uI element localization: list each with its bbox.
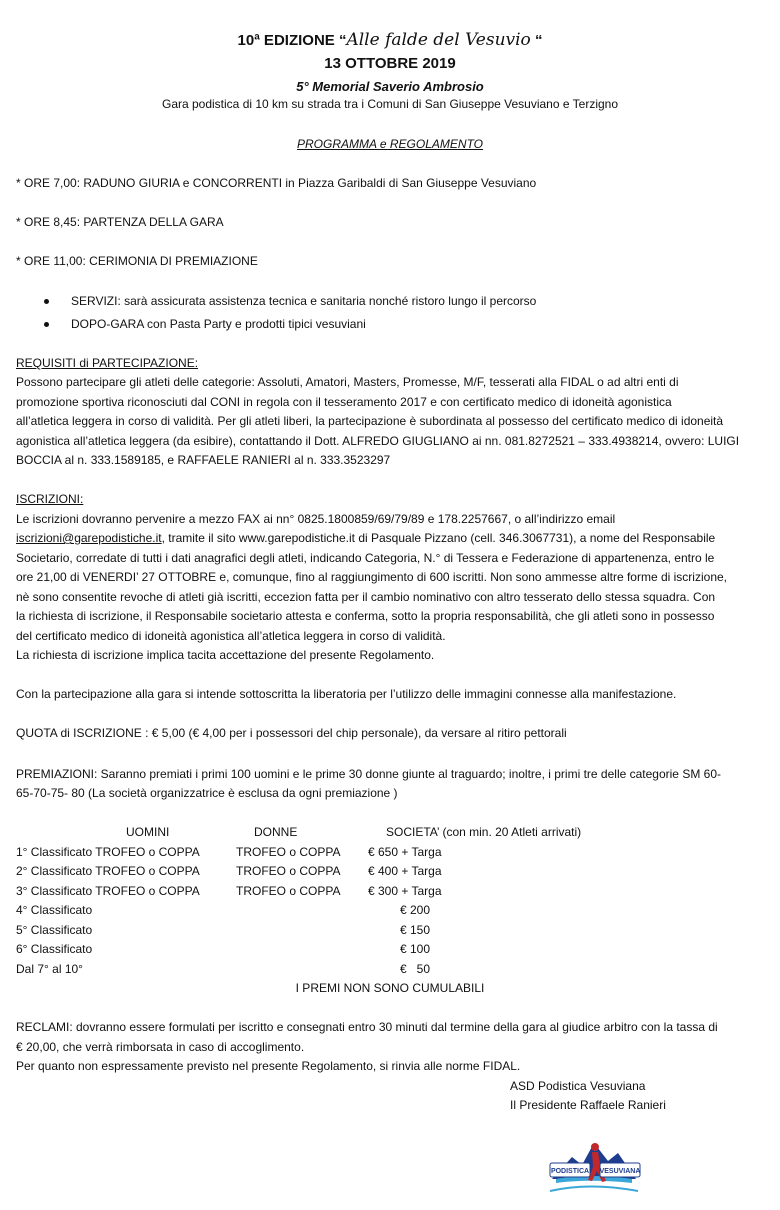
prizes-note: I PREMI NON SONO CUMULABILI xyxy=(295,981,485,995)
reclami-line: Per quanto non espressamente previsto nel presente Regolamento, si rinvia alle norme FIDAL. xyxy=(16,1059,521,1073)
reclami-line: RECLAMI: dovranno essere formulati per iscritto e consegnati entro 30 minuti dal termine della gara al giudice arbitro con la tassa di xyxy=(16,1020,718,1034)
iscrizioni-line: La richiesta di iscrizione implica tacita accettazione del presente Regolamento. xyxy=(16,648,435,662)
requisiti-heading: REQUISITI di PARTECIPAZIONE: xyxy=(16,356,199,370)
requisiti-line: promozione sportiva riconosciuti dal CONI in regola con il tesseramento 2017 e con certificato medico di idoneità agonistica xyxy=(16,395,672,409)
event-date: 13 OTTOBRE 2019 xyxy=(324,55,456,72)
bullet-item: DOPO-GARA con Pasta Party e prodotti tipici vesuviani xyxy=(0,315,780,335)
table-header: UOMINI xyxy=(126,825,170,839)
requisiti-line: all’atletica leggera in corso di validità. Per gli atleti liberi, la partecipazione è subordinata al possesso del certificato medico di idoneità xyxy=(16,414,724,428)
iscrizioni-line: Le iscrizioni dovranno pervenire a mezzo FAX ai nn° 0825.1800859/69/79/89 e 178.2257667, o all’indirizzo email xyxy=(16,512,616,526)
premiazioni-line: 65-70-75- 80 (La società organizzatrice è esclusa da ogni premiazione ) xyxy=(16,786,398,800)
event-title: 10ª EDIZIONE “Alle falde del Vesuvio “ xyxy=(237,30,543,50)
iscrizioni-heading: ISCRIZIONI: xyxy=(16,492,84,506)
reclami-line: € 20,00, che verrà rimborsata in caso di accoglimento. xyxy=(16,1040,305,1054)
program-item: * ORE 7,00: RADUNO GIURIA e CONCORRENTI in Piazza Garibaldi di San Giuseppe Vesuviano xyxy=(16,176,537,190)
iscrizioni-line: Societario, corredate di tutti i dati anagrafici degli atleti, indicando Categoria, N.° di Tessera e Federazione di appartenenza, entro le xyxy=(16,551,715,565)
table-cell: TROFEO o COPPA xyxy=(236,884,341,898)
table-cell: € 400 + Targa xyxy=(368,864,442,878)
table-cell: € 50 xyxy=(400,962,431,976)
bullet-item: SERVIZI: sarà assicurata assistenza tecnica e sanitaria nonché ristoro lungo il percorso xyxy=(0,292,780,312)
requisiti-line: agonistica all’atletica leggera (da esibire), contattando il Dott. ALFREDO GIUGLIANO ai nn. 081.8272521 – 333.4938214, ovvero: LUIGI xyxy=(16,434,740,448)
program-item: * ORE 8,45: PARTENZA DELLA GARA xyxy=(16,215,224,229)
table-header: DONNE xyxy=(254,825,298,839)
liberatoria-text: Con la partecipazione alla gara si intende sottoscritta la liberatoria per l’utilizzo delle immagini connesse alla manifestazione. xyxy=(16,687,677,701)
table-cell: € 100 xyxy=(400,942,431,956)
iscrizioni-line: la richiesta di iscrizione, il Responsabile societario attesta e conferma, sotto la propria responsabilità, che gli atleti sono in possesso xyxy=(16,609,715,623)
iscrizioni-line: del certificato medico di idoneità agonistica all’atletica leggera in corso di validità. xyxy=(16,629,446,643)
table-cell: TROFEO o COPPA xyxy=(236,845,341,859)
bullet-icon xyxy=(44,299,49,304)
table-cell: € 650 + Targa xyxy=(368,845,442,859)
table-header: SOCIETA’ (con min. 20 Atleti arrivati) xyxy=(386,825,582,839)
iscrizioni-line: nè sono consentite revoche di atleti già iscritti, eccezion fatta per il cambio nominativo con altro tesserato dello stessa squadra. Con xyxy=(16,590,716,604)
podistica-vesuviana-logo xyxy=(546,1135,642,1201)
table-cell: 5° Classificato xyxy=(16,923,93,937)
table-cell: TROFEO o COPPA xyxy=(236,864,341,878)
table-cell: € 300 + Targa xyxy=(368,884,442,898)
table-cell: € 200 xyxy=(400,903,431,917)
event-subtitle: Gara podistica di 10 km su strada tra i Comuni di San Giuseppe Vesuviano e Terzigno xyxy=(161,97,619,111)
logo-text-right: VESUVIANA xyxy=(599,1168,641,1175)
table-cell: € 150 xyxy=(400,923,431,937)
table-cell: 1° Classificato TROFEO o COPPA xyxy=(16,845,200,859)
memorial-title: 5° Memorial Saverio Ambrosio xyxy=(296,79,484,94)
table-cell: 3° Classificato TROFEO o COPPA xyxy=(16,884,200,898)
event-name: Alle falde del Vesuvio xyxy=(346,30,531,50)
requisiti-line: Possono partecipare gli atleti delle categorie: Assoluti, Amatori, Masters, Promesse, M/F, tesserati alla FIDAL o ad altri enti di xyxy=(16,375,679,389)
requisiti-line: BOCCIA al n. 333.1589185, e RAFFAELE RANIERI al n. 333.3523297 xyxy=(16,453,391,467)
table-cell: 2° Classificato TROFEO o COPPA xyxy=(16,864,200,878)
quota-text: QUOTA di ISCRIZIONE : € 5,00 (€ 4,00 per i possessori del chip personale), da versare al ritiro pettorali xyxy=(16,726,567,740)
table-cell: 6° Classificato xyxy=(16,942,93,956)
program-title: PROGRAMMA e REGOLAMENTO xyxy=(296,137,484,151)
iscrizioni-line: iscrizioni@garepodistiche.it, tramite il sito www.garepodistiche.it di Pasquale Pizzano (cell. 346.3067731), a nome del Responsabile xyxy=(16,531,716,545)
signature-org: ASD Podistica Vesuviana xyxy=(510,1079,646,1093)
runner-head xyxy=(591,1143,599,1151)
iscrizioni-line: ore 21,00 di VENERDI’ 27 OTTOBRE e, comunque, fino al raggiungimento di 600 iscritti. Non sono ammesse altre forme di iscrizione, xyxy=(16,570,727,584)
table-cell: Dal 7° al 10° xyxy=(16,962,83,976)
email-link[interactable]: iscrizioni@garepodistiche.it xyxy=(16,531,162,545)
logo-text-left: PODISTICA xyxy=(550,1168,590,1175)
premiazioni-line: PREMIAZIONI: Saranno premiati i primi 100 uomini e le prime 30 donne giunte al traguardo; inoltre, i primi tre delle categorie SM 60- xyxy=(16,767,721,781)
table-cell: 4° Classificato xyxy=(16,903,93,917)
swoosh-shape xyxy=(550,1187,638,1192)
bullet-icon xyxy=(44,322,49,327)
program-item: * ORE 11,00: CERIMONIA DI PREMIAZIONE xyxy=(16,254,258,268)
signature-president: Il Presidente Raffaele Ranieri xyxy=(510,1098,666,1112)
